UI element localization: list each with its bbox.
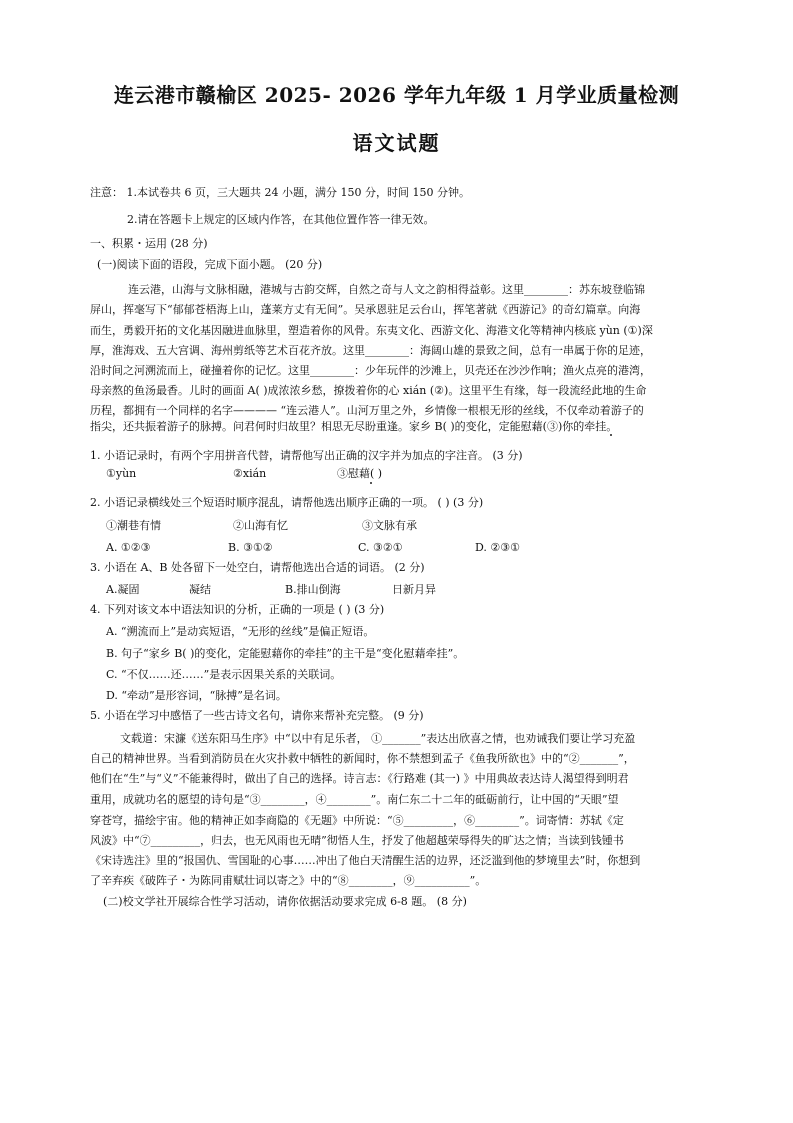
question-2-phrase: ②山海有忆 <box>233 519 288 532</box>
exam-subtitle: 语文试题 <box>352 131 441 155</box>
question-2-choice: D. ②③① <box>475 541 521 554</box>
notice-line-2: 2.请在答题卡上规定的区域内作答，在其他位置作答一律无效。 <box>127 213 435 226</box>
question-1-stem: 1. 小语记录时，有两个字用拼音代替，请帮他写出正确的汉字并为加点的字注音。 (3 分) <box>90 449 523 462</box>
question-2-phrase: ③文脉有承 <box>362 519 417 532</box>
question-5-line: 穿苍穹，描绘宇宙。他的精神正如李商隐的《无题》中所说：“⑤_________，⑥________”。词寄情：苏轼《定 <box>90 814 624 827</box>
question-3-option: 凝结 <box>189 583 211 596</box>
emphasis-dot <box>370 482 372 484</box>
question-4-stem: 4. 下列对该文本中语法知识的分析，正确的一项是 ( ) (3 分) <box>90 603 385 616</box>
question-5-stem: 5. 小语在学习中感悟了一些古诗文名句，请你来帮补充完整。 (9 分) <box>90 709 424 722</box>
question-3-option: 日新月异 <box>392 583 436 596</box>
question-3-option: B.排山倒海 <box>285 583 341 596</box>
notice-line-1: 注意： 1.本试卷共 6 页，三大题共 24 小题，满分 150 分，时间 150 分钟。 <box>90 186 470 199</box>
question-4-choice: C. “不仅……还……”是表示因果关系的关联词。 <box>106 668 342 681</box>
question-4-choice: D. “牵动”是形容词，“脉搏”是名词。 <box>106 689 287 702</box>
passage-line: 历程，都拥有一个同样的名字———— “连云港人”。山河万里之外，乡情像一根根无形的丝线，不仅牵动着游子的 <box>90 404 644 417</box>
question-5-line: 重用，成就功名的愿望的诗句是“③________，④________”。南仁东二十二年的砥砺前行，让中国的“天眼”望 <box>90 793 619 806</box>
passage-line: 而生，勇毅开拓的文化基因融进血脉里，塑造着你的风骨。东夷文化、西游文化、海港文化等精神内核底 yùn (①)深 <box>90 324 653 337</box>
part2-heading: (二)校文学社开展综合性学习活动，请你依据活动要求完成 6-8 题。 (8 分) <box>103 895 467 908</box>
question-2-choice: B. ③①② <box>228 541 273 554</box>
part1-heading: (一)阅读下面的语段，完成下面小题。 (20 分) <box>97 258 323 271</box>
question-1-item: ①yùn <box>106 467 137 480</box>
question-5-line: 了辛弃疾《破阵子・为陈同甫赋壮词以寄之》中的“⑧________，⑨__________”。 <box>90 874 487 887</box>
passage-line: 屏山，挥毫写下“郁郁苍梧海上山，蓬莱方丈有无间”。吴承恩驻足云台山，挥笔著就《西游记》的奇幻篇章。向海 <box>90 303 641 316</box>
section-heading: 一、积累・运用 (28 分) <box>90 237 208 250</box>
question-4-choice: A. “溯流而上”是动宾短语，“无形的丝线”是偏正短语。 <box>106 625 375 638</box>
question-4-choice: B. 句子“家乡 B( )的变化，定能慰藉你的牵挂”的主干是“变化慰藉牵挂”。 <box>106 647 465 660</box>
passage-line: 沿时间之河溯流而上，碰撞着你的记忆。这里________：少年玩伴的沙滩上，贝壳还在沙沙作响；渔火点亮的港湾， <box>90 364 651 377</box>
question-2-choice: A. ①②③ <box>106 541 151 554</box>
question-2-stem: 2. 小语记录横线处三个短语时顺序混乱，请帮他选出顺序正确的一项。 ( ) (3 分) <box>90 496 484 509</box>
exam-title: 连云港市赣榆区 2025- 2026 学年九年级 1 月学业质量检测 <box>113 83 680 107</box>
question-2-phrase: ①潮巷有情 <box>106 519 161 532</box>
question-5-line: 《宋诗选注》里的“报国仇、雪国耻的心事……冲出了他白天清醒生活的边界，还泛滥到他的梦境里去”时，你想到 <box>90 854 641 867</box>
question-1-item: ③慰藉( ) <box>337 467 383 480</box>
emphasis-dot <box>610 434 612 436</box>
passage-line: 指尖，还共振着游子的脉搏。问君何时归故里？相思无尽盼重逢。家乡 B( )的变化，定能慰藉(③)你的牵挂。 <box>90 420 618 433</box>
question-5-line: 他们在“生”与“义”不能兼得时，做出了自己的选择。诗言志：《行路难 (其一) 》中用典故表达诗人渴望得到明君 <box>90 772 629 785</box>
question-1-item: ②xián <box>233 467 267 480</box>
question-2-choice: C. ③②① <box>358 541 403 554</box>
passage-line: 厚，淮海戏、五大宫调、海州剪纸等艺术百花齐放。这里________：海阔山雄的景致之间，总有一串属于你的足迹， <box>90 344 651 357</box>
question-5-line: 文载道：宋濂《送东阳马生序》中“以中有足乐者， ①_______”表达出欣喜之情，也劝诫我们要让学习充盈 <box>120 732 636 745</box>
question-5-line: 自己的精神世界。当看到消防员在火灾扑救中牺牲的新闻时，你不禁想到孟子《鱼我所欲也》中的“②_______”， <box>90 752 635 765</box>
question-5-line: 风波》中“⑦_________，归去，也无风雨也无晴”彻悟人生，抒发了他超越荣辱得失的旷达之情；当读到钱锺书 <box>90 834 624 847</box>
question-3-stem: 3. 小语在 A、B 处各留下一处空白，请帮他选出合适的词语。 (2 分) <box>90 561 425 574</box>
passage-line: 连云港，山海与文脉相融，港城与古韵交辉，自然之奇与人文之韵相得益彰。这里________：苏东坡登临锦 <box>128 283 645 296</box>
passage-line: 母亲熬的鱼汤最香。儿时的画面 A( )成浓浓乡愁，撩拨着你的心 xián (②)。这里平生有缘，每一段流经此地的生命 <box>90 384 647 397</box>
question-3-option: A.凝固 <box>106 583 140 596</box>
